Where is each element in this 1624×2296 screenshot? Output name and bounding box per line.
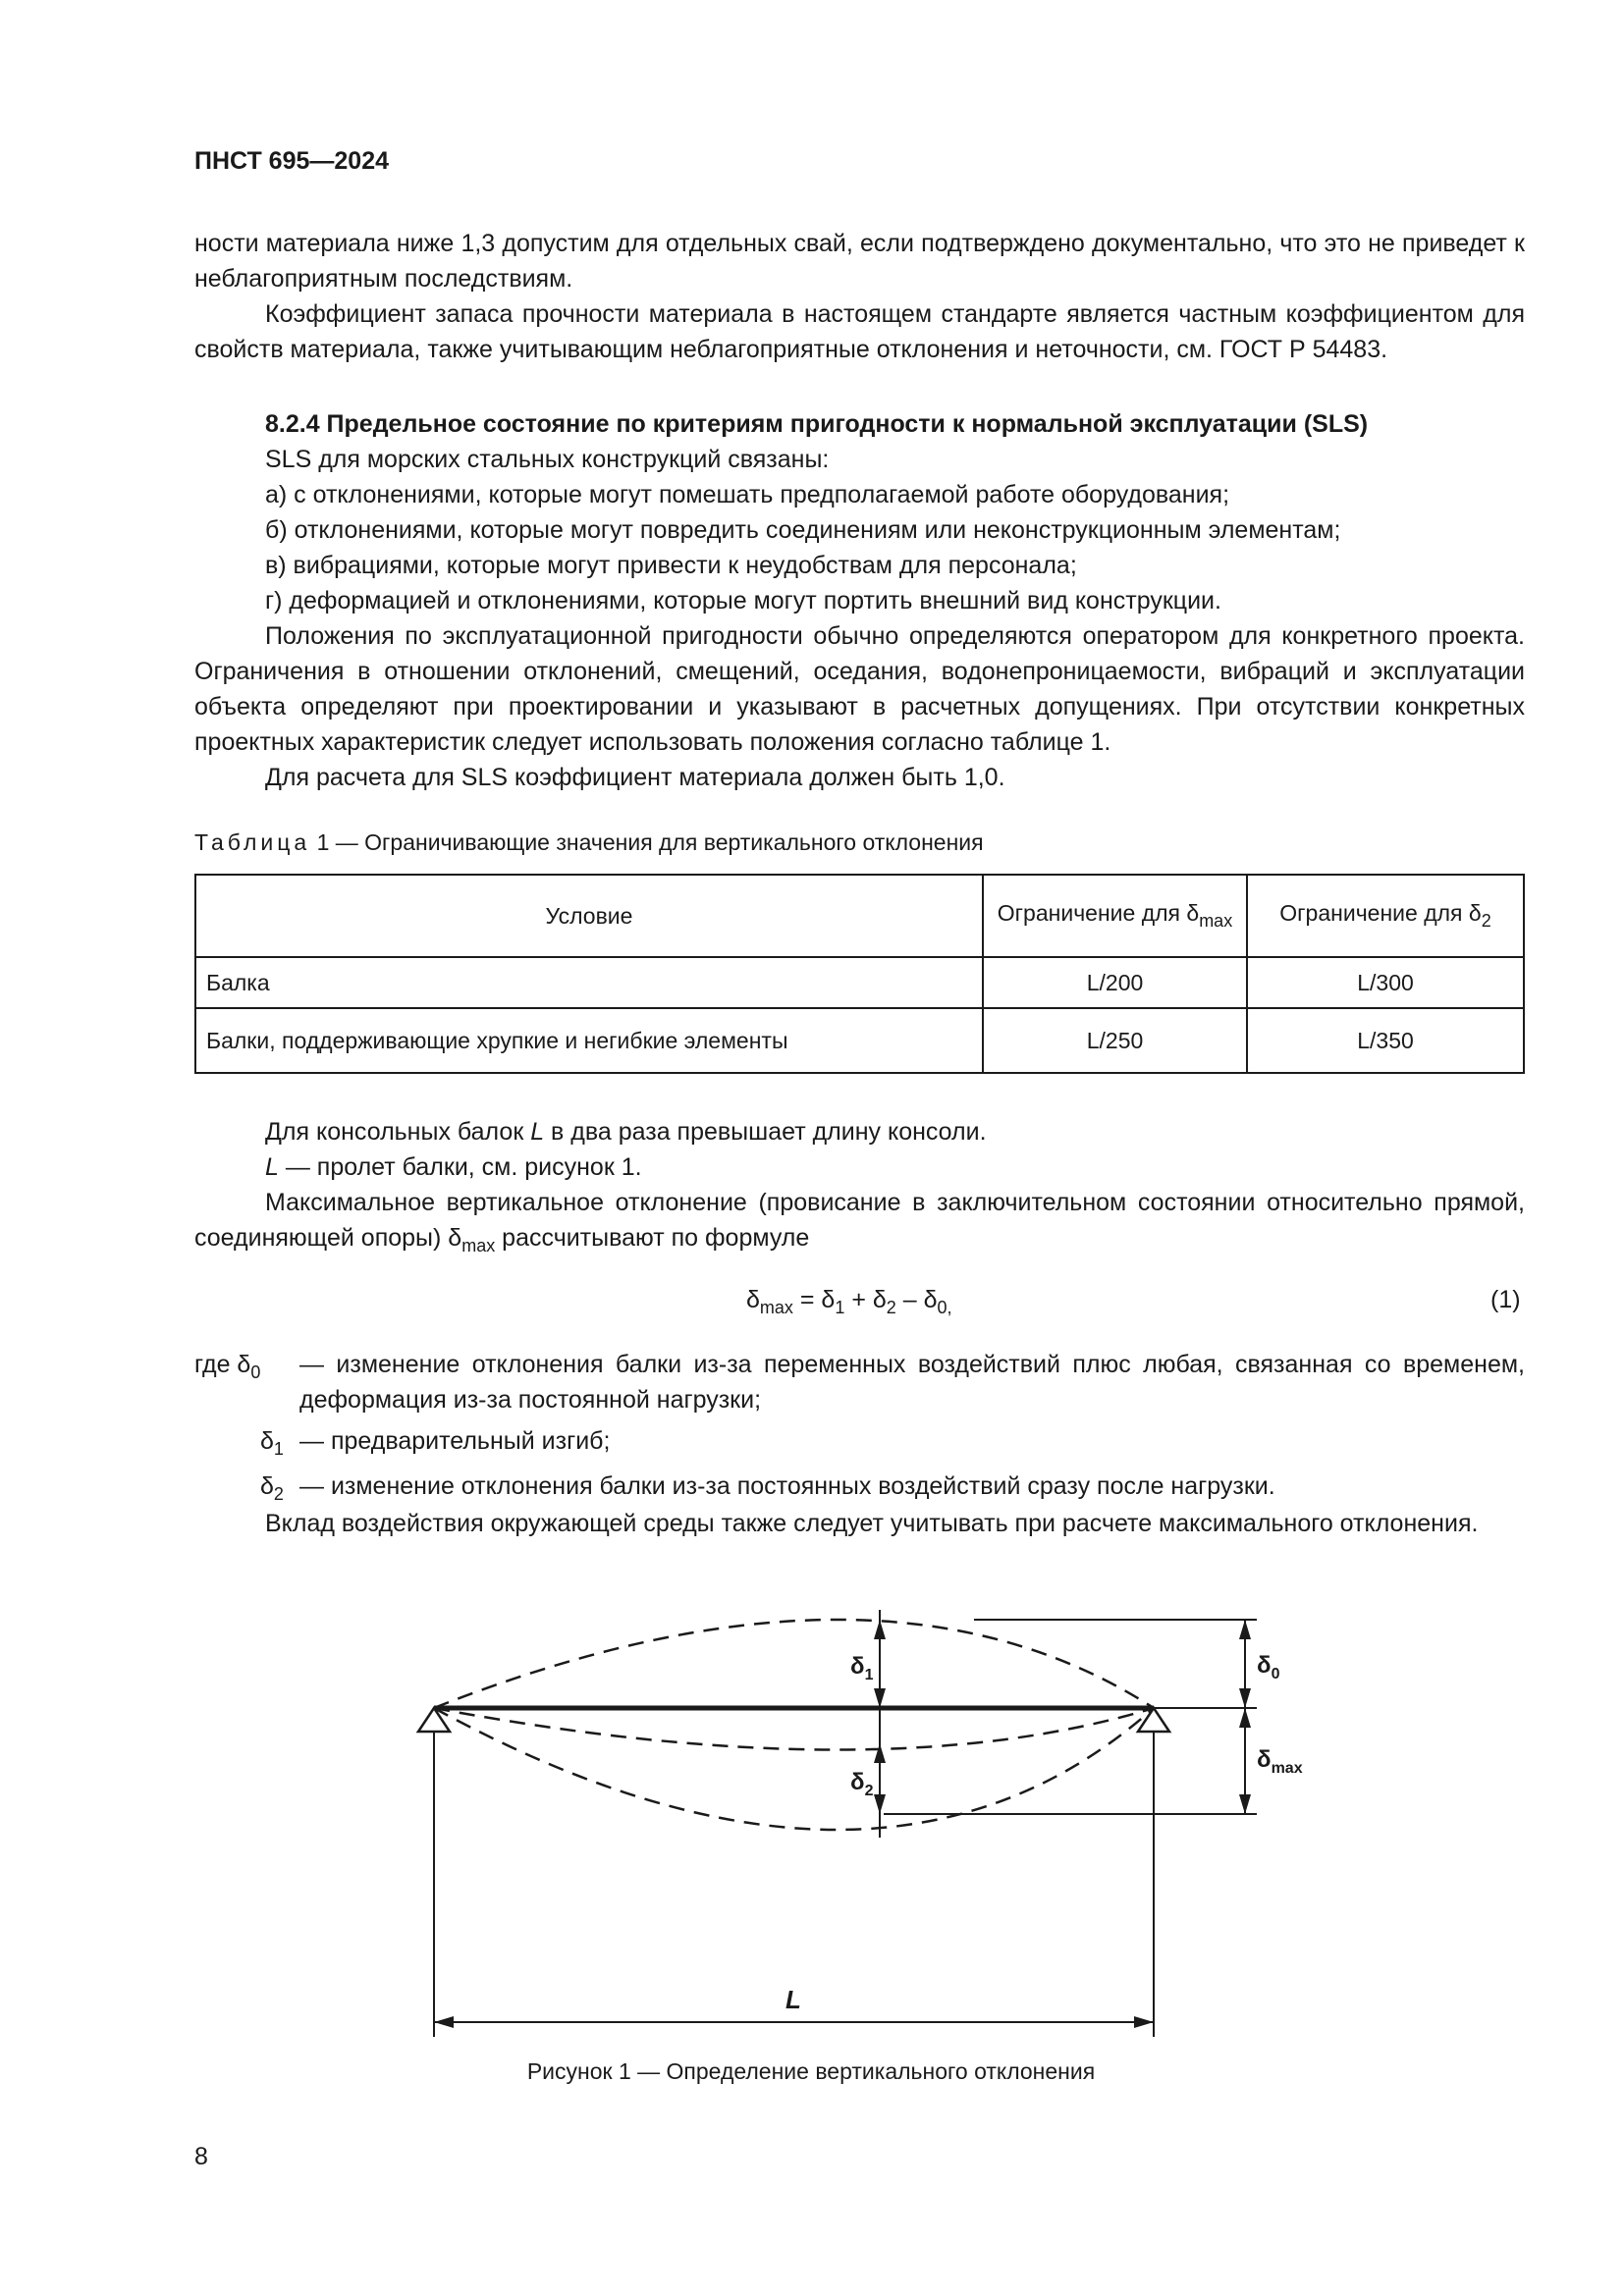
span-arrow-right — [1134, 2016, 1154, 2028]
formula-1: $\delta_{max} = \delta_1 + \delta_2 - \delta_{0,}$ — [746, 1286, 952, 1317]
camber-curve — [434, 1620, 1154, 1708]
left-support-icon — [418, 1708, 450, 1732]
where-d1-label: $\delta_1$ — [260, 1427, 284, 1459]
d2-arrow-top — [874, 1743, 886, 1763]
permanent-deflection-curve — [434, 1708, 1154, 1750]
label-d1: $\delta_1$ — [850, 1653, 874, 1683]
table-cell-condition: Балка — [195, 957, 983, 1008]
label-d2: $\delta_2$ — [850, 1769, 874, 1799]
paragraph-cantilever: Для консольных балок L в два раза превышает длину консоли. — [265, 1118, 987, 1146]
paragraph-sls-material: Для расчета для SLS коэффициент материала должен быть 1,0. — [265, 764, 1005, 791]
table-cell-condition: Балки, поддерживающие хрупкие и негибкие элементы — [195, 1008, 983, 1073]
label-dmax: $\delta_{max}$ — [1257, 1746, 1303, 1777]
d2-arrow-bottom — [874, 1794, 886, 1814]
where-d2-label: $\delta_2$ — [260, 1472, 284, 1504]
table-cell-dmax: L/200 — [983, 957, 1247, 1008]
paragraph-serviceability: Положения по эксплуатационной пригодности обычно определяются оператором для конкретного проекта. Ограничения в отношении отклонений, смещений, оседания, водонепроницаемости, вибраций и эксплуатации объекта определяют при проектировании и указывают в расчетных допущениях. При отсутствии конкретных проектных характеристик следует использовать положения согласно таблице 1. — [194, 622, 1525, 756]
span-arrow-left — [434, 2016, 454, 2028]
paragraph-environment: Вклад воздействия окружающей среды также следует учитывать при расчете максимального отклонения. — [265, 1510, 1479, 1537]
paragraph-continuation: ности материала ниже 1,3 допустим для отдельных свай, если подтверждено документально, что это не приведет к неблагоприятным последствиям. — [194, 230, 1525, 293]
where-d0-label: где $\delta_0$ — [194, 1351, 261, 1382]
right-support-icon — [1138, 1708, 1169, 1732]
paragraph-max-deflection: Максимальное вертикальное отклонение (провисание в заключительном состоянии относительно прямой, соединяющей опоры) $\delta_{max}$ рассчитывают по формуле — [194, 1189, 1525, 1255]
d1-arrow-top — [874, 1620, 886, 1639]
table-cell-d2: L/300 — [1247, 957, 1524, 1008]
table-caption-label: Таблица — [194, 829, 311, 855]
label-span-L: L — [785, 1985, 801, 2014]
label-d0: $\delta_0$ — [1257, 1652, 1280, 1682]
header-limit-d2: Ограничение для $\delta_2$ — [1247, 875, 1524, 957]
section-heading-8-2-4: 8.2.4 Предельное состояние по критериям пригодности к нормальной эксплуатации (SLS) — [265, 410, 1369, 438]
d0-arrow-bottom — [1239, 1688, 1251, 1708]
d0-arrow-top — [1239, 1620, 1251, 1639]
header-condition: Условие — [195, 875, 983, 957]
list-item: а) с отклонениями, которые могут помешать предполагаемой работе оборудования; — [265, 481, 1230, 508]
list-item: в) вибрациями, которые могут привести к неудобствам для персонала; — [265, 552, 1077, 579]
table-cell-dmax: L/250 — [983, 1008, 1247, 1073]
where-d2-text: — изменение отклонения балки из-за постоянных воздействий сразу после нагрузки. — [299, 1472, 1275, 1500]
formula-number: (1) — [1490, 1286, 1521, 1313]
table-caption-text: 1 — Ограничивающие значения для вертикального отклонения — [316, 829, 984, 855]
list-item: г) деформацией и отклонениями, которые могут портить внешний вид конструкции. — [265, 587, 1221, 614]
header-limit-dmax: Ограничение для $\delta_{max}$ — [983, 875, 1247, 957]
paragraph-span: L — пролет балки, см. рисунок 1. — [265, 1153, 642, 1181]
list-item: б) отклонениями, которые могут повредить соединениям или неконструкционным элементам; — [265, 516, 1341, 544]
dmax-arrow-top — [1239, 1708, 1251, 1728]
where-d0-text: — изменение отклонения балки из-за переменных воздействий плюс любая, связанная со временем, деформация из-за постоянной нагрузки; — [299, 1351, 1525, 1414]
sls-intro: SLS для морских стальных конструкций связаны: — [265, 446, 830, 473]
where-d1-text: — предварительный изгиб; — [299, 1427, 611, 1455]
paragraph-safety-factor: Коэффициент запаса прочности материала в настоящем стандарте является частным коэффициентом для свойств материала, также учитывающим неблагоприятные отклонения и неточности, см. ГОСТ Р 54483. — [194, 300, 1525, 363]
document-id-header: ПНСТ 695—2024 — [194, 147, 389, 175]
d1-arrow-bottom — [874, 1688, 886, 1708]
dmax-arrow-bottom — [1239, 1794, 1251, 1814]
table-cell-d2: L/350 — [1247, 1008, 1524, 1073]
figure-caption: Рисунок 1 — Определение вертикального отклонения — [526, 2058, 1096, 2084]
page-number: 8 — [194, 2143, 208, 2170]
